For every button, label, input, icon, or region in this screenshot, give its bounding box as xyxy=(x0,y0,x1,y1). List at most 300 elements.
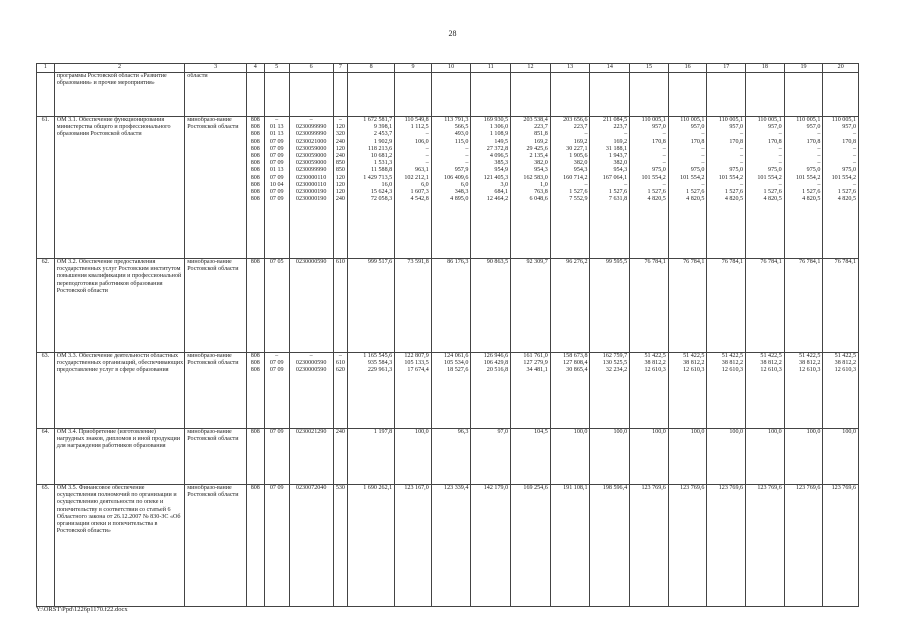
value-cell: 1 527,6 xyxy=(837,188,856,195)
value-cell: 123 769,6 xyxy=(680,485,705,491)
value-cell: 120 xyxy=(335,181,345,188)
value-cell: 4 542,8 xyxy=(410,196,429,203)
row-number: 62. xyxy=(37,259,55,353)
value-column-17 xyxy=(707,353,746,429)
value-cell: 123 167,0 xyxy=(404,485,429,491)
value-cell: 86 176,3 xyxy=(447,259,469,265)
value-column-12 xyxy=(511,117,551,259)
value-cell: 32 234,2 xyxy=(605,367,628,374)
value-cell: 16,0 xyxy=(381,181,393,188)
empty-cell xyxy=(668,73,707,117)
value-cell: 1 905,6 xyxy=(569,152,588,159)
value-cell: 123 769,6 xyxy=(831,485,856,491)
header-cell: 10 xyxy=(431,64,471,73)
value-cell: 07 09 xyxy=(269,367,284,374)
value-column-10 xyxy=(431,429,471,485)
value-cell: 110 005,1 xyxy=(641,117,666,123)
value-cell: 162 583,0 xyxy=(523,174,548,181)
value-cell: 975,0 xyxy=(729,167,744,174)
value-cell: 07 05 xyxy=(269,259,284,265)
value-cell: 957,0 xyxy=(652,124,666,131)
value-cell: 169 254,6 xyxy=(523,485,548,491)
value-cell: 203 538,4 xyxy=(523,117,548,123)
value-cell: 38 812,2 xyxy=(760,360,782,367)
row-name: ОМ 3.4. Приобретение (изготовление) нагрудных знаков, дипломов и иной продукции для награждения работников образования xyxy=(54,429,185,485)
value-cell: – xyxy=(662,181,666,188)
row-number: 64. xyxy=(37,429,55,485)
value-cell: 38 812,2 xyxy=(644,360,666,367)
header-cell: 18 xyxy=(746,64,785,73)
value-cell: 240 xyxy=(335,196,345,203)
value-column-9 xyxy=(395,117,432,259)
value-cell: – xyxy=(740,145,744,152)
value-cell: 38 812,2 xyxy=(799,360,821,367)
value-cell: 198 596,4 xyxy=(602,485,628,491)
table-row xyxy=(37,353,859,429)
value-cell: – xyxy=(701,131,705,138)
value-column-6 xyxy=(289,259,333,353)
value-cell: 118 213,6 xyxy=(368,145,393,152)
value-cell: 07 09 xyxy=(269,160,284,167)
value-cell: 17 674,4 xyxy=(407,367,429,374)
header-cell: 7 xyxy=(333,64,348,73)
value-cell: 1 943,7 xyxy=(608,152,628,159)
table-row xyxy=(37,117,859,259)
value-cell: – xyxy=(338,117,342,123)
value-cell: 101 554,2 xyxy=(831,174,856,181)
value-cell: 1 527,6 xyxy=(569,188,588,195)
value-cell: 808 xyxy=(250,124,260,131)
value-column-14 xyxy=(590,485,630,607)
value-cell: 100,0 xyxy=(415,429,429,435)
value-cell: – xyxy=(584,181,588,188)
value-cell: 4 820,5 xyxy=(647,196,666,203)
value-cell: – xyxy=(701,181,705,188)
value-cell: 100,0 xyxy=(690,429,705,435)
value-cell: 76 784,1 xyxy=(721,259,744,265)
value-column-15 xyxy=(630,353,669,429)
header-cell: 6 xyxy=(289,64,333,73)
value-cell: 123 339,4 xyxy=(444,485,469,491)
value-column-15 xyxy=(630,117,669,259)
value-cell: 170,8 xyxy=(842,138,856,145)
value-column-17 xyxy=(707,485,746,607)
value-cell: 120 xyxy=(335,145,345,152)
value-cell: – xyxy=(817,181,821,188)
value-cell: 92 309,7 xyxy=(526,259,548,265)
header-cell: 3 xyxy=(185,64,247,73)
value-column-13 xyxy=(550,353,590,429)
value-cell: – xyxy=(817,131,821,138)
value-column-9 xyxy=(395,353,432,429)
page-number: 28 xyxy=(448,29,457,38)
value-cell: 1 672 581,7 xyxy=(363,117,393,123)
value-cell: 203 656,6 xyxy=(563,117,588,123)
value-cell: 101 554,2 xyxy=(680,174,705,181)
value-cell: 127 808,4 xyxy=(563,360,588,367)
empty-cell xyxy=(264,73,289,117)
value-column-14 xyxy=(590,259,630,353)
value-column-7 xyxy=(333,485,348,607)
value-column-4 xyxy=(246,259,264,353)
value-cell: 808 xyxy=(250,131,260,138)
header-cell: 5 xyxy=(264,64,289,73)
value-cell: 348,3 xyxy=(454,188,469,195)
value-cell: – xyxy=(701,145,705,152)
value-cell: 223,7 xyxy=(613,124,628,131)
value-cell: 76 784,1 xyxy=(644,259,666,265)
value-cell: 1 531,3 xyxy=(373,160,393,167)
empty-cell xyxy=(746,73,785,117)
value-cell: 01 13 xyxy=(269,124,284,131)
value-column-9 xyxy=(395,429,432,485)
value-cell: 0230099990 xyxy=(295,124,327,131)
empty-cell xyxy=(590,73,630,117)
value-cell: 167 064,1 xyxy=(602,174,628,181)
header-cell: 9 xyxy=(395,64,432,73)
value-cell: 957,0 xyxy=(806,124,821,131)
row-name: ОМ 3.3. Обеспечение деятельности областных государственных организаций, обеспечивающих предоставление услуг в сфере образования xyxy=(54,353,185,429)
value-cell: 104,5 xyxy=(534,429,548,435)
value-column-5 xyxy=(264,429,289,485)
value-cell: 975,0 xyxy=(652,167,666,174)
value-column-10 xyxy=(431,353,471,429)
value-cell: – xyxy=(275,117,279,123)
value-cell: 10 681,2 xyxy=(370,152,393,159)
value-column-7 xyxy=(333,353,348,429)
value-column-15 xyxy=(630,259,669,353)
value-cell: 382,0 xyxy=(573,160,588,167)
value-cell: – xyxy=(465,152,469,159)
value-cell: 240 xyxy=(335,138,345,145)
value-cell: – xyxy=(817,145,821,152)
value-column-5 xyxy=(264,259,289,353)
empty-cell xyxy=(37,73,55,117)
value-cell: 4 895,0 xyxy=(450,196,469,203)
value-cell: 191 108,1 xyxy=(563,485,588,491)
value-cell: 100,0 xyxy=(729,429,744,435)
value-column-17 xyxy=(707,429,746,485)
value-column-10 xyxy=(431,485,471,607)
empty-cell xyxy=(511,73,551,117)
value-cell: 07 09 xyxy=(269,196,284,203)
header-cell: 12 xyxy=(511,64,551,73)
value-cell: 1 527,6 xyxy=(647,188,666,195)
value-column-18 xyxy=(746,485,785,607)
value-column-17 xyxy=(707,259,746,353)
value-cell: 38 812,2 xyxy=(683,360,705,367)
value-cell: 1 527,6 xyxy=(686,188,705,195)
value-column-20 xyxy=(823,353,859,429)
value-cell: 27 372,8 xyxy=(486,145,509,152)
value-cell: 3,0 xyxy=(500,181,509,188)
value-cell: 223,7 xyxy=(534,124,548,131)
header-cell: 8 xyxy=(348,64,395,73)
value-cell: 954,3 xyxy=(534,167,548,174)
header-cell: 16 xyxy=(668,64,707,73)
value-cell: 763,8 xyxy=(534,188,548,195)
header-cell: 4 xyxy=(246,64,264,73)
value-cell: 808 xyxy=(250,174,260,181)
value-cell: 51 422,5 xyxy=(799,353,821,359)
value-cell: 0230000590 xyxy=(295,367,327,374)
value-column-7 xyxy=(333,259,348,353)
value-cell: 1 112,5 xyxy=(410,124,429,131)
value-cell: 808 xyxy=(250,152,260,159)
value-cell: 105 534,0 xyxy=(444,360,469,367)
value-cell: 100,0 xyxy=(652,429,666,435)
value-cell: 142 179,0 xyxy=(483,485,509,491)
value-column-14 xyxy=(590,353,630,429)
table-row xyxy=(37,429,859,485)
value-cell: 124 061,6 xyxy=(444,353,469,359)
value-cell: 123 769,6 xyxy=(757,485,782,491)
value-column-9 xyxy=(395,485,432,607)
value-cell: 30 227,1 xyxy=(566,145,588,152)
value-cell: – xyxy=(425,131,429,138)
value-column-20 xyxy=(823,429,859,485)
value-cell: 4 820,5 xyxy=(686,196,705,203)
value-column-8 xyxy=(348,117,395,259)
value-column-9 xyxy=(395,259,432,353)
value-cell: – xyxy=(425,160,429,167)
value-column-8 xyxy=(348,259,395,353)
value-cell: 149,5 xyxy=(494,138,509,145)
value-cell: 99 595,5 xyxy=(605,259,628,265)
header-cell: 20 xyxy=(823,64,859,73)
value-cell: 0230072040 xyxy=(295,485,327,491)
value-column-6 xyxy=(289,429,333,485)
value-cell: 240 xyxy=(335,152,345,159)
value-cell: 808 xyxy=(250,429,260,435)
header-cell: 15 xyxy=(630,64,669,73)
continuation-row xyxy=(37,73,859,117)
value-cell: 96,3 xyxy=(457,429,469,435)
value-cell: 1,0 xyxy=(540,181,548,188)
value-cell: – xyxy=(740,152,744,159)
value-cell: 100,0 xyxy=(806,429,821,435)
value-cell: 7 631,8 xyxy=(608,196,628,203)
value-cell: 106 429,8 xyxy=(483,360,509,367)
value-cell: 957,9 xyxy=(454,167,469,174)
table-row xyxy=(37,485,859,607)
value-column-14 xyxy=(590,117,630,259)
value-cell: 382,0 xyxy=(534,160,548,167)
value-column-16 xyxy=(668,353,707,429)
row-executor: минобразо-вание Ростовской области xyxy=(185,259,247,353)
value-cell: 11 588,8 xyxy=(371,167,393,174)
budget-table xyxy=(36,63,859,607)
value-column-12 xyxy=(511,353,551,429)
value-cell: 211 084,5 xyxy=(603,117,628,123)
value-column-11 xyxy=(471,259,511,353)
header-cell: 11 xyxy=(471,64,511,73)
value-cell: 0230000190 xyxy=(295,196,327,203)
value-cell: 106,0 xyxy=(415,138,429,145)
value-cell: 51 422,5 xyxy=(721,353,744,359)
value-cell: 0230099990 xyxy=(295,131,327,138)
empty-cell xyxy=(395,73,432,117)
row-name: ОМ 3.1. Обеспечение функционирования министерства общего и профессионального образования Ростовской области xyxy=(54,117,185,259)
value-column-7 xyxy=(333,429,348,485)
value-cell: – xyxy=(778,131,782,138)
value-column-15 xyxy=(630,429,669,485)
value-cell: 110 005,1 xyxy=(757,117,782,123)
value-column-10 xyxy=(431,259,471,353)
value-cell: 30 865,4 xyxy=(566,367,588,374)
value-cell: 51 422,5 xyxy=(834,353,856,359)
value-cell: 127 279,9 xyxy=(523,360,548,367)
value-cell: 963,1 xyxy=(415,167,429,174)
value-cell: 90 863,5 xyxy=(486,259,509,265)
value-column-5 xyxy=(264,117,289,259)
value-cell: 4 820,5 xyxy=(802,196,821,203)
value-cell: 161 761,0 xyxy=(523,353,548,359)
value-cell: 808 xyxy=(250,259,260,265)
value-cell: – xyxy=(852,160,856,167)
value-cell: 31 188,1 xyxy=(605,145,628,152)
value-cell: 10 04 xyxy=(269,181,284,188)
value-cell: 975,0 xyxy=(690,167,705,174)
value-cell: 610 xyxy=(335,360,345,367)
value-cell: 4 820,5 xyxy=(724,196,744,203)
value-cell: 2 135,4 xyxy=(529,152,548,159)
value-cell: 07 09 xyxy=(269,138,284,145)
value-cell: – xyxy=(778,181,782,188)
value-column-13 xyxy=(550,259,590,353)
value-cell: 808 xyxy=(250,181,260,188)
value-cell: – xyxy=(662,160,666,167)
table-row xyxy=(37,259,859,353)
empty-cell xyxy=(823,73,859,117)
value-column-7 xyxy=(333,117,348,259)
value-cell: – xyxy=(740,160,744,167)
value-cell: 4 096,5 xyxy=(489,152,509,159)
value-cell: – xyxy=(584,131,588,138)
value-cell: – xyxy=(701,152,705,159)
value-cell: 957,0 xyxy=(729,124,744,131)
empty-cell xyxy=(550,73,590,117)
value-cell: – xyxy=(662,131,666,138)
value-cell: 126 946,6 xyxy=(483,353,509,359)
value-cell: 38 812,2 xyxy=(721,360,744,367)
value-cell: – xyxy=(778,145,782,152)
value-cell: 620 xyxy=(335,367,345,374)
value-cell: 110 005,1 xyxy=(796,117,821,123)
value-cell: 935 584,3 xyxy=(367,360,393,367)
value-cell: 1 429 713,5 xyxy=(363,174,393,181)
value-cell: 385,3 xyxy=(494,160,509,167)
row-number: 65. xyxy=(37,485,55,607)
value-cell: 850 xyxy=(335,167,345,174)
value-cell: – xyxy=(740,181,744,188)
value-cell: 1 527,6 xyxy=(724,188,744,195)
value-cell: 975,0 xyxy=(806,167,821,174)
value-cell: 0230000110 xyxy=(296,181,327,188)
value-cell: 0230021000 xyxy=(295,138,327,145)
value-cell: 38 812,2 xyxy=(834,360,856,367)
row-executor: минобразо-вание Ростовской области xyxy=(185,117,247,259)
value-cell: 123 769,6 xyxy=(796,485,821,491)
value-cell: 07 09 xyxy=(269,174,284,181)
value-cell: 957,0 xyxy=(690,124,705,131)
value-cell: 0230059000 xyxy=(295,152,327,159)
value-cell: 07 09 xyxy=(269,360,284,367)
value-cell: 101 554,2 xyxy=(641,174,666,181)
value-cell: 12 610,3 xyxy=(760,367,782,374)
value-cell: 0230059000 xyxy=(295,145,327,152)
value-column-13 xyxy=(550,429,590,485)
header-row xyxy=(37,64,859,73)
value-cell: – xyxy=(275,353,279,359)
row-executor: минобразо-вание Ростовской области xyxy=(185,429,247,485)
header-cell: 14 xyxy=(590,64,630,73)
value-cell: 121 405,3 xyxy=(483,174,509,181)
value-cell: 96 276,2 xyxy=(566,259,588,265)
value-cell: 610 xyxy=(335,259,345,265)
value-cell: – xyxy=(852,131,856,138)
value-cell: 01 13 xyxy=(269,131,284,138)
value-cell: – xyxy=(662,145,666,152)
value-cell: – xyxy=(338,353,342,359)
value-column-8 xyxy=(348,353,395,429)
value-cell: 1 306,0 xyxy=(489,124,509,131)
value-cell: 957,0 xyxy=(768,124,782,131)
value-cell: 120 xyxy=(335,188,345,195)
value-column-16 xyxy=(668,485,707,607)
value-cell: – xyxy=(465,160,469,167)
value-cell: 0230000190 xyxy=(295,188,327,195)
value-column-6 xyxy=(289,485,333,607)
value-cell: 4 820,5 xyxy=(763,196,782,203)
value-cell: 51 422,5 xyxy=(760,353,782,359)
value-cell: 101 554,2 xyxy=(718,174,744,181)
value-cell: 115,0 xyxy=(454,138,469,145)
value-column-8 xyxy=(348,429,395,485)
value-column-20 xyxy=(823,117,859,259)
value-cell: 76 784,1 xyxy=(760,259,782,265)
value-cell: 320 xyxy=(335,131,345,138)
empty-cell xyxy=(348,73,395,117)
value-cell: 73 591,8 xyxy=(407,259,429,265)
value-cell: 76 784,1 xyxy=(834,259,856,265)
value-cell: 240 xyxy=(335,429,345,435)
value-cell: – xyxy=(465,145,469,152)
value-cell: 851,8 xyxy=(534,131,548,138)
value-cell: 808 xyxy=(250,367,260,374)
value-cell: 223,7 xyxy=(573,124,588,131)
value-cell: 808 xyxy=(250,353,260,359)
value-cell: 18 527,6 xyxy=(447,367,469,374)
value-cell: 105 133,5 xyxy=(404,360,429,367)
value-cell: 170,8 xyxy=(768,138,782,145)
value-cell: 12 610,3 xyxy=(799,367,821,374)
value-cell: 957,0 xyxy=(842,124,856,131)
value-cell: 6 048,6 xyxy=(529,196,548,203)
value-cell: 808 xyxy=(250,138,260,145)
value-cell: 808 xyxy=(250,145,260,152)
value-column-18 xyxy=(746,429,785,485)
value-cell: 808 xyxy=(250,196,260,203)
value-cell: 1 527,6 xyxy=(763,188,782,195)
empty-cell xyxy=(333,73,348,117)
value-cell: – xyxy=(701,160,705,167)
value-column-14 xyxy=(590,429,630,485)
value-cell: 1 527,6 xyxy=(802,188,821,195)
value-cell: 566,5 xyxy=(454,124,469,131)
value-cell: 954,3 xyxy=(613,167,628,174)
value-cell: 12 610,3 xyxy=(644,367,666,374)
